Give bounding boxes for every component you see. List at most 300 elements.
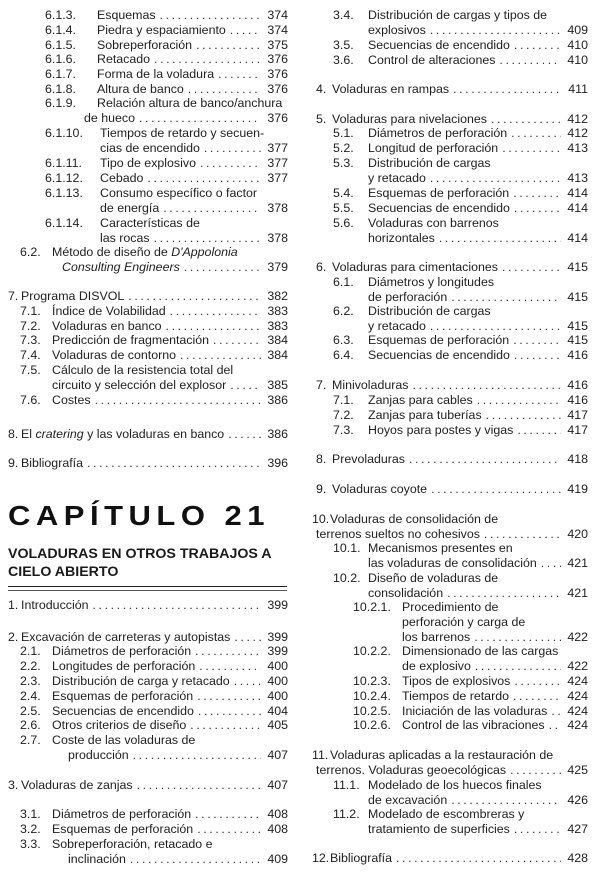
dot-leader [551, 704, 561, 719]
toc-entry[interactable] [368, 348, 588, 363]
dot-leader [513, 333, 561, 348]
dot-leader [451, 793, 561, 808]
toc-entry[interactable] [100, 216, 200, 231]
toc-entry-continuation[interactable] [316, 527, 588, 542]
toc-entry[interactable] [368, 541, 513, 556]
toc-page-number: 378 [267, 200, 288, 215]
toc-entry-continuation[interactable] [368, 171, 588, 186]
toc-entry[interactable] [52, 718, 288, 733]
toc-entry-number: 3.4. [333, 8, 354, 22]
toc-entry-continuation[interactable] [68, 748, 288, 763]
toc-entry-number: 6.1.11. [45, 156, 82, 170]
toc-entry-continuation[interactable] [368, 319, 588, 334]
toc-entry[interactable] [368, 423, 588, 438]
toc-entry-number: 7.5. [20, 363, 41, 377]
dot-leader [541, 556, 562, 571]
toc-entry-number: 3.2. [20, 822, 41, 836]
toc-page-number: 407 [267, 778, 288, 792]
dot-leader [513, 186, 561, 201]
toc-entry-number: 7.1. [333, 393, 354, 407]
toc-entry-number: 10.1. [333, 541, 361, 555]
toc-entry[interactable] [368, 38, 588, 53]
toc-entry-title: de perforación [368, 289, 448, 304]
dot-leader [502, 141, 561, 156]
toc-title-segment: y las voladuras en banco [83, 427, 225, 441]
toc-entry-number: 2.6. [20, 718, 41, 732]
toc-entry-title: Esquemas de perforación [52, 822, 194, 836]
toc-entry-continuation[interactable] [368, 23, 588, 38]
toc-page-number: 424 [567, 689, 588, 703]
toc-entry-title: Tiempos de retardo y secuen- [100, 126, 265, 140]
toc-entry[interactable] [368, 8, 547, 23]
dot-leader [147, 171, 261, 186]
toc-entry-number: 7. [8, 289, 19, 303]
dot-leader [170, 304, 262, 319]
toc-entry[interactable] [52, 644, 288, 659]
toc-page-number: 383 [267, 304, 288, 318]
toc-page-number: 414 [567, 230, 588, 245]
dot-leader [166, 319, 262, 334]
toc-entry-number: 1. [8, 598, 19, 612]
toc-entry-continuation[interactable] [316, 763, 588, 778]
dot-leader [197, 689, 261, 704]
toc-entry[interactable] [52, 245, 238, 260]
toc-page-number: 415 [567, 333, 588, 347]
toc-entry[interactable] [368, 275, 494, 290]
toc-entry-title: Secuencias de encendido [368, 348, 510, 362]
toc-entry-continuation[interactable] [84, 111, 288, 126]
toc-page-number: 404 [267, 704, 288, 718]
dot-leader [130, 852, 261, 867]
toc-entry[interactable] [52, 393, 288, 408]
toc-entry[interactable] [368, 126, 588, 141]
toc-page-number: 410 [567, 38, 588, 52]
toc-page-number: 400 [267, 689, 288, 703]
toc-entry-title: Diámetros de perforación [52, 807, 192, 821]
dot-leader [514, 674, 561, 689]
toc-page-number: 409 [567, 22, 588, 37]
toc-entry-title: Retacado [97, 52, 151, 66]
dot-leader [218, 67, 261, 82]
toc-entry-title: Esquemas de perforación [368, 186, 510, 200]
dot-leader [511, 126, 561, 141]
toc-entry-title: Sobreperforación [97, 38, 193, 52]
dot-leader [154, 52, 261, 67]
toc-entry[interactable] [52, 333, 288, 348]
toc-entry-title: Bibliografía [21, 456, 83, 470]
toc-page-number: 385 [267, 377, 288, 392]
toc-entry-title: Cebado [100, 171, 144, 185]
toc-entry-title: Voladuras coyote [332, 482, 428, 496]
toc-entry-number: 5.6. [333, 216, 354, 230]
toc-page-number: 378 [267, 230, 288, 245]
toc-entry-number: 7.2. [333, 408, 354, 422]
toc-page-number: 424 [567, 704, 588, 718]
toc-entry-continuation[interactable] [368, 822, 588, 837]
toc-entry-number: 6.1.8. [45, 82, 77, 96]
dot-leader [200, 156, 261, 171]
toc-entry-title: Voladuras en banco [52, 319, 162, 333]
toc-entry-title: Secuencias de encendido [52, 704, 194, 718]
toc-entry-title: los barrenos [402, 629, 471, 644]
toc-entry[interactable] [368, 186, 588, 201]
toc-entry-title: Diámetros de perforación [368, 126, 508, 140]
toc-page-number: 379 [267, 259, 288, 274]
toc-entry-title: Voladuras con barrenos [368, 216, 499, 230]
toc-entry[interactable] [100, 126, 264, 141]
toc-entry-title: Bibliografía [330, 851, 392, 865]
toc-page-number: 412 [567, 126, 588, 140]
toc-entry-title: Zanjas para tuberías [368, 408, 482, 422]
toc-entry[interactable] [330, 512, 498, 527]
toc-entry[interactable] [52, 822, 288, 837]
toc-entry-title: Distribución de cargas [368, 156, 491, 170]
toc-entry-title: Voladuras de contorno [52, 348, 176, 362]
toc-entry[interactable] [97, 96, 282, 111]
toc-entry-number: 7.3. [333, 423, 354, 437]
toc-entry[interactable] [368, 408, 588, 423]
dot-leader [409, 452, 561, 467]
toc-entry[interactable] [97, 8, 288, 23]
toc-page-number: 399 [267, 630, 288, 644]
toc-entry-number: 11.1. [333, 778, 360, 792]
toc-page-number: 412 [567, 112, 588, 126]
dot-leader [517, 423, 561, 438]
toc-entry-title: Predicción de fragmentación [52, 333, 210, 347]
toc-entry-number: 2.2. [20, 659, 41, 673]
toc-entry-title: Cálculo de la resistencia total del [52, 363, 234, 377]
toc-entry-title: Sobreperforación, retacado e [52, 837, 213, 851]
dot-leader [197, 822, 261, 837]
toc-entry[interactable] [332, 452, 588, 467]
toc-entry-continuation[interactable] [100, 141, 288, 156]
toc-page-number: 376 [267, 67, 288, 81]
toc-entry[interactable] [402, 600, 498, 615]
toc-entry-number: 12. [312, 851, 330, 865]
toc-entry-title: Distribución de cargas [368, 304, 491, 318]
toc-entry-number: 6.1.12. [45, 171, 83, 185]
chapter-divider [8, 586, 287, 591]
toc-entry[interactable] [100, 186, 257, 201]
toc-entry-title: Control de las vibraciones [402, 718, 545, 732]
toc-entry-continuation[interactable] [368, 793, 588, 808]
toc-entry[interactable] [332, 482, 588, 497]
toc-page-number: 400 [267, 659, 288, 673]
toc-page-number: 418 [567, 452, 588, 466]
toc-entry-title: Relación altura de banco/anchura [97, 96, 283, 110]
toc-entry[interactable] [21, 778, 288, 793]
toc-entry[interactable] [402, 718, 588, 733]
dot-leader [139, 111, 261, 126]
dot-leader [204, 141, 261, 156]
toc-entry[interactable] [97, 52, 288, 67]
dot-leader [234, 674, 262, 689]
dot-leader [198, 704, 261, 719]
toc-entry-number: 6.1.4. [45, 23, 77, 37]
toc-page-number: 413 [567, 141, 588, 155]
toc-page-number: 417 [567, 408, 588, 422]
toc-entry-number: 6.2. [20, 245, 41, 259]
toc-entry[interactable] [402, 674, 588, 689]
toc-page-number: 416 [567, 378, 588, 392]
toc-entry-title: Distribución de cargas y tipos de [368, 8, 548, 22]
toc-entry-title: de excavación [368, 792, 448, 807]
toc-entry[interactable] [97, 67, 288, 82]
toc-entry[interactable] [402, 644, 558, 659]
toc-entry-number: 10.2.4. [353, 689, 391, 703]
toc-entry-number: 10.2.3. [353, 674, 391, 688]
toc-entry[interactable] [52, 704, 288, 719]
toc-entry-title: Secuencias de encendido [368, 201, 510, 215]
toc-entry[interactable] [21, 630, 288, 645]
toc-entry-number: 2.1. [20, 644, 41, 658]
toc-entry-number: 3.5. [333, 38, 354, 52]
toc-entry[interactable] [97, 38, 288, 53]
toc-page-number: 408 [267, 822, 288, 836]
toc-entry-number: 10.2.5. [353, 704, 391, 718]
toc-entry[interactable] [97, 82, 288, 97]
chapter-subtitle: VOLADURAS EN OTROS TRABAJOS A CIELO ABIERTO [8, 546, 272, 580]
toc-entry[interactable] [368, 53, 588, 68]
toc-entry-title: las rocas [100, 230, 150, 245]
toc-entry-number: 6. [316, 260, 327, 274]
toc-entry-number: 8. [316, 452, 327, 466]
toc-entry-continuation[interactable] [368, 556, 588, 571]
dot-leader [474, 630, 561, 645]
toc-entry[interactable] [402, 689, 588, 704]
dot-leader [228, 427, 261, 442]
toc-entry-title: Voladuras para cimentaciones [332, 260, 498, 274]
dot-leader [477, 393, 562, 408]
dot-leader [154, 231, 262, 246]
toc-entry-title: Diseño de voladuras de [368, 571, 499, 585]
toc-entry[interactable] [368, 393, 588, 408]
toc-entry-number: 2.7. [20, 733, 41, 747]
dot-leader [439, 231, 562, 246]
toc-page-number: 377 [267, 140, 288, 155]
toc-entry-title: tratamiento de superficies [368, 821, 510, 836]
toc-entry-continuation[interactable] [368, 231, 588, 246]
toc-page-number: 426 [567, 792, 588, 807]
toc-entry-title: Minivoladuras [332, 378, 409, 392]
dot-leader [549, 718, 562, 733]
dot-leader [486, 408, 562, 423]
toc-entry[interactable] [368, 333, 588, 348]
toc-entry-title: Forma de la voladura [97, 67, 215, 81]
toc-entry-number: 2.3. [20, 674, 41, 688]
toc-entry-title: terrenos sueltos no cohesivos [316, 526, 480, 541]
toc-entry-continuation[interactable] [62, 260, 288, 275]
toc-entry[interactable] [100, 156, 288, 171]
toc-entry-continuation[interactable] [52, 378, 288, 393]
toc-entry[interactable] [97, 23, 288, 38]
toc-page-number: 416 [567, 393, 588, 407]
toc-entry-number: 2. [8, 630, 19, 644]
toc-entry-title: Introducción [21, 598, 89, 612]
toc-entry-number: 5.2. [333, 141, 354, 155]
toc-entry-number: 9. [316, 482, 327, 496]
toc-entry-title: y retacado [368, 318, 426, 333]
toc-entry[interactable] [368, 141, 588, 156]
toc-entry[interactable] [52, 319, 288, 334]
toc-entry-number: 7.6. [20, 393, 41, 407]
toc-entry[interactable] [330, 851, 588, 866]
toc-entry-title: Voladuras para nivelaciones [332, 112, 487, 126]
toc-page-number: 408 [267, 807, 288, 821]
toc-entry-title: Modelado de escombreras y [368, 807, 525, 821]
toc-entry[interactable] [368, 201, 588, 216]
toc-entry-number: 6.1. [333, 275, 354, 289]
toc-entry-title: Esquemas [97, 8, 156, 22]
toc-entry-title: cias de encendido [100, 140, 200, 155]
toc-entry-number: 10.2. [333, 571, 361, 585]
dot-leader [491, 112, 561, 127]
dot-leader [213, 333, 261, 348]
toc-entry-number: 3.3. [20, 837, 41, 851]
toc-entry[interactable] [332, 378, 588, 393]
toc-page-number: 399 [267, 598, 288, 612]
toc-entry-title: Programa DISVOL [21, 289, 125, 303]
toc-entry[interactable] [52, 837, 213, 852]
toc-entry[interactable] [52, 659, 288, 674]
dot-leader [514, 38, 561, 53]
toc-entry-title: de explosivo [402, 658, 471, 673]
toc-page-number: 413 [567, 170, 588, 185]
toc-entry-title: Iniciación de las voladuras [402, 704, 548, 718]
dot-leader [190, 718, 261, 733]
toc-entry-title: Prevoladuras [332, 452, 406, 466]
toc-entry-title [62, 260, 180, 275]
toc-page-number: 421 [567, 585, 588, 600]
toc-page-number: 409 [267, 851, 288, 866]
toc-entry[interactable] [330, 748, 553, 763]
toc-entry-number: 3. [8, 778, 19, 792]
toc-entry-title: Dimensionado de las cargas [402, 644, 559, 658]
toc-entry-title: Tiempos de retardo [402, 689, 509, 703]
toc-page-number: 421 [567, 555, 588, 570]
toc-entry-title: Altura de banco [97, 82, 184, 96]
toc-entry-continuation[interactable] [402, 615, 525, 630]
toc-entry[interactable] [368, 216, 499, 231]
toc-page-number: 376 [267, 82, 288, 96]
toc-entry-title: consolidación [368, 585, 444, 600]
toc-entry-continuation[interactable] [368, 586, 588, 601]
toc-page-number: 417 [567, 423, 588, 437]
toc-page-number: 425 [567, 762, 588, 777]
toc-entry[interactable] [368, 571, 498, 586]
toc-title-segment: El [21, 427, 36, 441]
toc-entry[interactable] [21, 456, 288, 471]
toc-entry[interactable] [52, 807, 288, 822]
toc-entry[interactable] [332, 82, 588, 97]
toc-entry-title: las voladuras de consolidación [368, 555, 537, 570]
toc-page-number: 400 [267, 674, 288, 688]
toc-entry[interactable] [21, 289, 288, 304]
dot-leader [137, 778, 262, 793]
dot-leader [514, 822, 561, 837]
toc-entry-number: 9. [8, 456, 19, 470]
toc-entry-title: Coste de las voladuras de [52, 733, 196, 747]
toc-page-number: 414 [567, 201, 588, 215]
chapter-title: CAPÍTULO 21 [8, 500, 271, 532]
toc-entry-number: 6.1.13. [45, 186, 83, 200]
toc-page-number: 420 [567, 526, 588, 541]
toc-entry-number: 11. [312, 748, 329, 762]
toc-page-number: 374 [267, 23, 288, 37]
toc-page-number: 415 [567, 260, 588, 274]
toc-entry-title: perforación y carga de [402, 614, 526, 629]
toc-entry-number: 3.6. [333, 53, 354, 67]
toc-page-number: 407 [267, 747, 288, 762]
toc-entry-number: 11.2. [333, 807, 360, 821]
toc-entry[interactable] [402, 704, 588, 719]
toc-page-number: 377 [267, 156, 288, 170]
toc-entry-continuation[interactable] [402, 630, 588, 645]
toc-entry-number: 6.1.7. [45, 67, 77, 81]
toc-entry[interactable] [21, 598, 288, 613]
toc-entry-number: 6.1.14. [45, 216, 83, 230]
toc-entry[interactable] [52, 363, 233, 378]
toc-entry[interactable] [21, 427, 288, 442]
toc-entry-continuation[interactable] [402, 659, 588, 674]
toc-entry-continuation[interactable] [100, 231, 288, 246]
toc-entry[interactable] [368, 156, 491, 171]
dot-leader [133, 748, 262, 763]
toc-entry-title: Longitudes de perforación [52, 659, 196, 673]
dot-leader [160, 8, 262, 23]
toc-entry-title: Índice de Volabilidad [52, 304, 166, 318]
toc-entry[interactable] [368, 778, 542, 793]
toc-entry-title: Características de [100, 216, 200, 230]
toc-entry[interactable] [332, 260, 588, 275]
toc-entry[interactable] [332, 112, 588, 127]
toc-entry[interactable] [52, 304, 288, 319]
toc-entry-number: 5.5. [333, 201, 354, 215]
toc-entry-number: 5. [316, 112, 327, 126]
toc-page-number: 415 [567, 318, 588, 333]
toc-entry-title: Hoyos para postes y vigas [368, 423, 514, 437]
toc-entry-title: Secuencias de encendido [368, 38, 510, 52]
toc-entry-continuation[interactable] [100, 201, 288, 216]
toc-entry[interactable] [52, 674, 288, 689]
toc-entry-number: 5.1. [333, 126, 354, 140]
toc-entry-number: 7.3. [20, 333, 41, 347]
toc-entry-number: 10. [312, 512, 330, 526]
dot-leader [431, 482, 561, 497]
dot-leader [514, 348, 561, 363]
toc-page-number: 374 [267, 8, 288, 22]
toc-entry[interactable] [52, 689, 288, 704]
toc-entry-number: 7.1. [20, 304, 41, 318]
toc-entry[interactable] [368, 304, 491, 319]
toc-entry[interactable] [100, 171, 288, 186]
toc-entry-continuation[interactable] [68, 852, 288, 867]
toc-page-number: 422 [567, 658, 588, 673]
dot-leader [196, 38, 261, 53]
dot-leader [234, 630, 261, 645]
toc-page-number: 386 [267, 427, 288, 441]
toc-entry-title: horizontales [368, 230, 435, 245]
toc-entry[interactable] [368, 807, 524, 822]
toc-entry-title: Voladuras en rampas [332, 82, 450, 96]
toc-title-segment: cratering [35, 427, 84, 441]
toc-entry-title: Esquemas de perforación [368, 333, 510, 347]
toc-entry[interactable] [52, 348, 288, 363]
toc-entry-title: Longitud de perforación [368, 141, 499, 155]
toc-entry-number: 6.1.5. [45, 38, 77, 52]
toc-entry[interactable] [52, 733, 195, 748]
toc-entry-continuation[interactable] [368, 290, 588, 305]
